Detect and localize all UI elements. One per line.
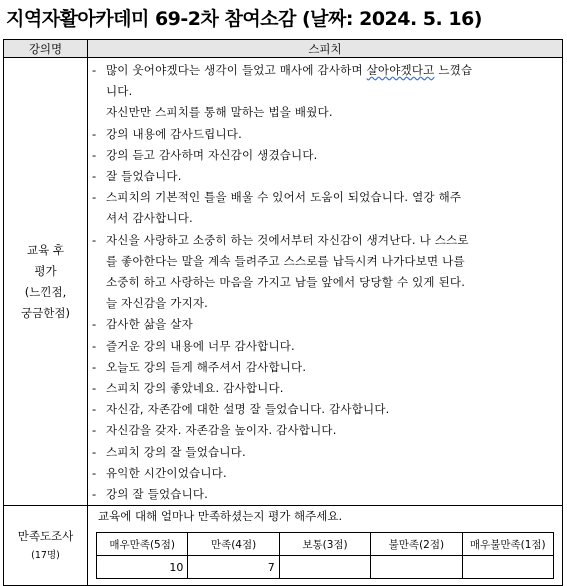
rating-value-row: [97, 556, 554, 579]
dash-bullet: -: [92, 444, 97, 459]
satisfaction-question: 교육에 대해 얼마나 만족하셨는지 평가 해주세요.: [98, 509, 343, 524]
evaluation-label: [4, 58, 88, 506]
spellcheck-word: 살아야겠다고: [366, 63, 435, 77]
dash-bullet: -: [92, 338, 97, 353]
comment-line: 셔서 감사합니다.: [106, 211, 193, 226]
comment-line: 스피치의 기본적인 틀을 배울 수 있어서 도움이 되었습니다. 열강 해주: [106, 190, 462, 205]
dash-bullet: -: [92, 381, 97, 396]
comment-line: 잘 들었습니다.: [106, 169, 182, 184]
evaluation-label-line: 평가: [34, 263, 57, 278]
dash-bullet: -: [92, 63, 97, 77]
rating-value: 7: [188, 556, 279, 579]
dash-bullet: -: [92, 359, 97, 374]
rating-header: 보통(3점): [279, 533, 370, 556]
dash-bullet: -: [92, 126, 97, 141]
comment-line: 스피치 강의 좋았네요. 감사합니다.: [106, 381, 284, 396]
comment-item: [92, 484, 558, 505]
evaluation-row: [4, 58, 563, 506]
dash-bullet: -: [92, 232, 97, 247]
comment-line: 를 좋아한다는 말을 계속 들려주고 스스로를 납득시켜 나가다보면 나를: [106, 253, 465, 268]
comment-item: [92, 166, 558, 187]
dash-bullet: -: [92, 190, 97, 205]
comment-item: [92, 187, 558, 229]
comment-item: [92, 378, 558, 399]
rating-value: [371, 556, 462, 579]
comment-line: 자신감을 갖자. 자존감을 높이자. 감사합니다.: [106, 423, 337, 438]
rating-table: [96, 532, 554, 579]
evaluation-label-line: 교육 후: [27, 242, 64, 257]
satisfaction-cell: [88, 506, 563, 586]
comment-line: 늘 자신감을 가지자.: [106, 296, 209, 311]
comment-item: [92, 357, 558, 378]
dash-bullet: -: [92, 317, 97, 332]
dash-bullet: -: [92, 402, 97, 417]
lecture-header: 강의명: [4, 40, 88, 58]
rating-header: 만족(4점): [188, 533, 279, 556]
speech-header: 스피치: [88, 40, 563, 58]
comment-line: 니다.: [106, 84, 133, 99]
dash-bullet: -: [92, 169, 97, 184]
evaluation-table: [3, 39, 563, 586]
comments-list: [92, 58, 558, 505]
rating-value: 10: [97, 556, 188, 579]
page-title: 지역자활아카데미 69-2차 참여소감 (날짜: 2024. 5. 16): [6, 8, 482, 30]
satisfaction-label-text: 만족도조사: [17, 528, 74, 543]
respondent-count: (17명): [31, 549, 60, 561]
satisfaction-row: [4, 506, 563, 586]
comment-item: [92, 124, 558, 145]
comment-item: [92, 60, 558, 102]
comment-item: [92, 336, 558, 357]
rating-header: 불만족(2점): [371, 533, 462, 556]
comment-item: [92, 399, 558, 420]
dash-bullet: -: [92, 423, 97, 438]
dash-bullet: -: [92, 147, 97, 162]
comment-item: [92, 420, 558, 441]
rating-value: [462, 556, 553, 579]
comment-line: 자신감, 자존감에 대한 설명 잘 들었습니다. 감사합니다.: [106, 402, 390, 417]
rating-header-row: [97, 533, 554, 556]
header-row: [4, 40, 563, 58]
comment-line: 즐거운 강의 내용에 너무 감사합니다.: [106, 338, 295, 353]
rating-header: 매우불만족(1점): [462, 533, 553, 556]
comment-line: 감사한 삶을 살자: [106, 317, 193, 332]
comment-line: 유익한 시간이었습니다.: [106, 465, 227, 480]
comment-item: [92, 102, 558, 123]
dash-bullet: -: [92, 465, 97, 480]
comments-cell: [88, 58, 563, 506]
evaluation-label-line: 궁금한점): [21, 305, 70, 320]
comment-item: [92, 463, 558, 484]
comment-line: 자신을 사랑하고 소중히 하는 것에서부터 자신감이 생겨난다. 나 스스로: [106, 232, 469, 247]
comment-line: 많이 웃어야겠다는 생각이 들었고 매사에 감사하며 살아야겠다고 느꼈습: [106, 63, 473, 77]
comment-item: [92, 145, 558, 166]
comment-line: 스피치 강의 잘 들었습니다.: [106, 444, 246, 459]
comment-line: 강의 내용에 감사드립니다.: [106, 126, 242, 141]
comment-line: 강의 잘 들었습니다.: [106, 487, 209, 502]
comment-line: 강의 듣고 감사하며 자신감이 생겼습니다.: [106, 147, 318, 162]
evaluation-label-line: (느낀점,: [24, 284, 67, 299]
comment-item: [92, 314, 558, 335]
comment-line: 자신만만 스피치를 통해 말하는 법을 배웠다.: [106, 105, 333, 120]
rating-header: 매우만족(5점): [97, 533, 188, 556]
comment-item: [92, 230, 558, 315]
comment-item: [92, 442, 558, 463]
rating-value: [279, 556, 370, 579]
comment-line: 오늘도 강의 듣게 해주셔서 감사합니다.: [106, 359, 307, 374]
comment-line: 소중히 하고 사랑하는 마음을 가지고 남들 앞에서 당당할 수 있게 된다.: [106, 275, 466, 290]
satisfaction-label: [4, 506, 88, 586]
dash-bullet: -: [92, 487, 97, 502]
